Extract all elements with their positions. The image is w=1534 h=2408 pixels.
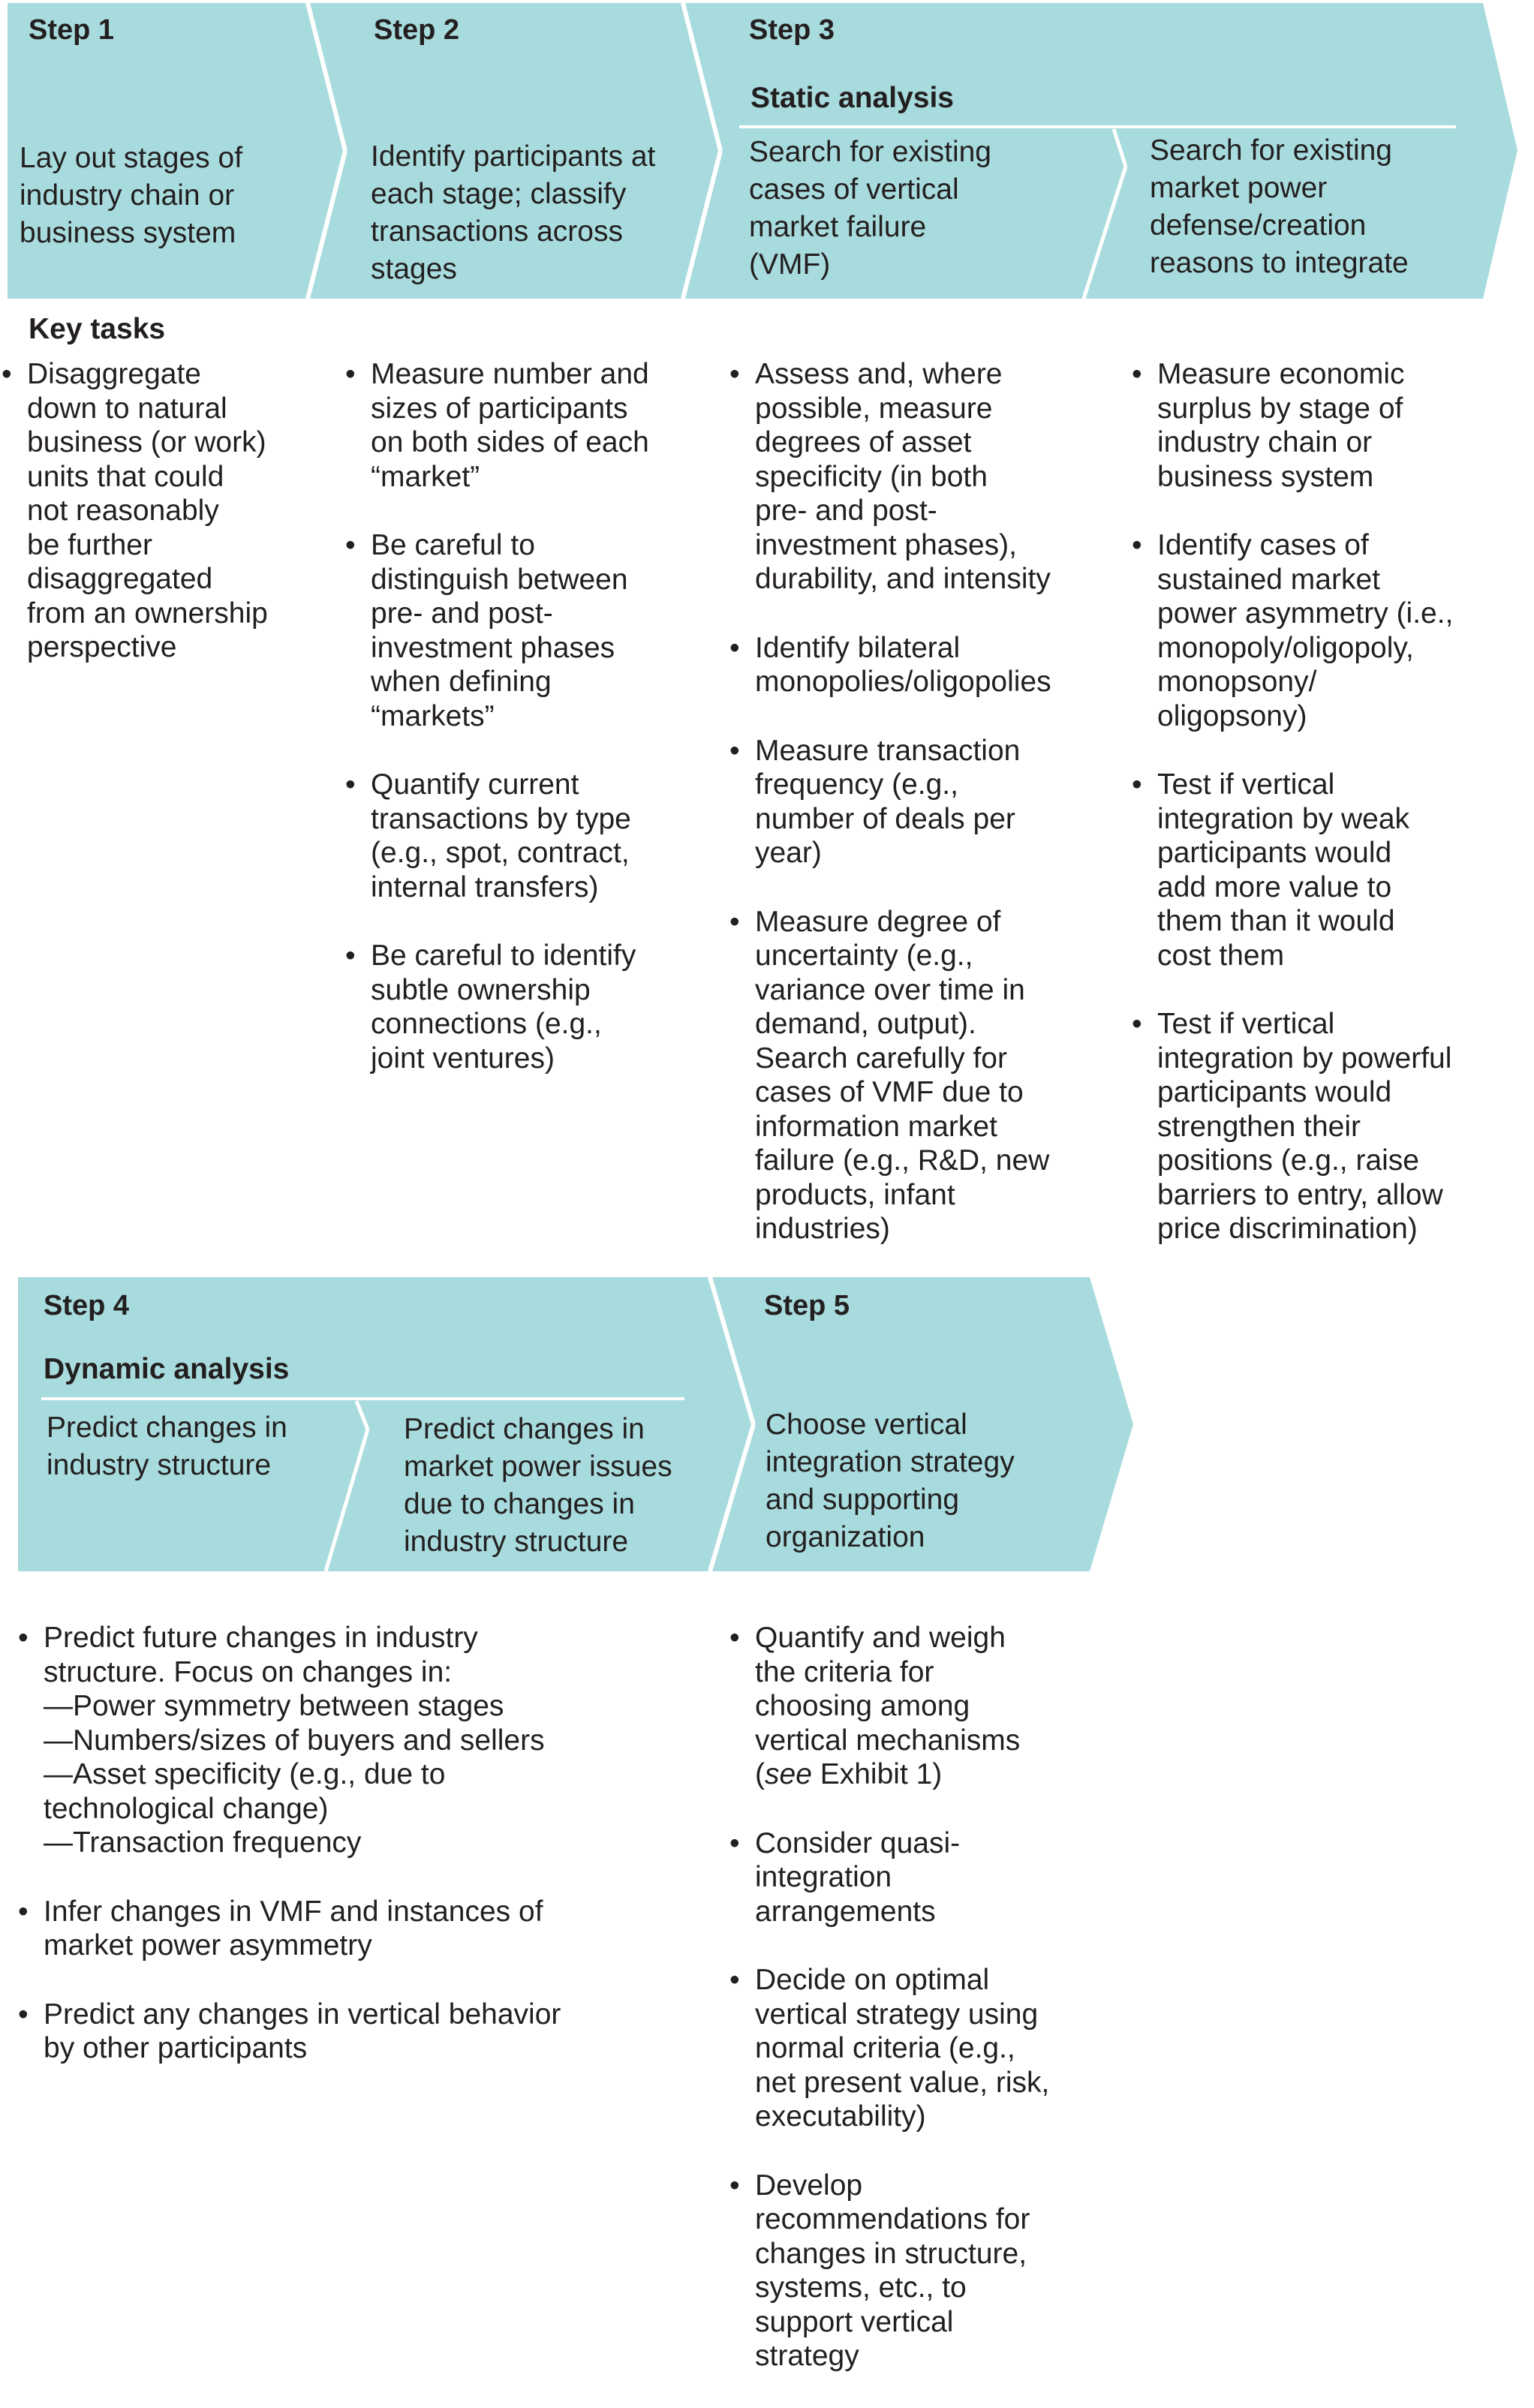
step2-task-list xyxy=(344,357,704,1110)
step4-subtitle: Dynamic analysis xyxy=(44,1353,290,1385)
step3-header-vmf: Search for existing cases of vertical market failure (VMF) xyxy=(749,136,991,281)
list-item: • Test if vertical integration by powerful participants would strengthen their positions (e.g., raise barriers to entry, allow price discrimination) xyxy=(1130,1007,1520,1246)
step1-task-list xyxy=(0,357,315,699)
list-item: • Test if vertical integration by weak participants would add more value to them than it would cost them xyxy=(1130,768,1520,973)
step2-label: Step 2 xyxy=(374,14,460,46)
list-item: • Consider quasi- integration arrangements xyxy=(728,1826,1148,1929)
step4-header-structure: Predict changes in industry structure xyxy=(47,1411,287,1481)
list-item: • Predict any changes in vertical behavior by other participants xyxy=(17,1998,692,2066)
step3-label: Step 3 xyxy=(749,14,835,46)
list-item: • Assess and, where possible, measure degrees of asset specificity (in both pre- and post- investment phases), durability, and intensity xyxy=(728,357,1118,597)
list-item: • Infer changes in VMF and instances of market power asymmetry xyxy=(17,1895,692,1963)
task-text: Exhibit 1) xyxy=(811,1758,943,1790)
step5-label: Step 5 xyxy=(764,1290,850,1321)
list-item: • Quantify current transactions by type (e.g., spot, contract, internal transfers) xyxy=(344,768,704,904)
list-item: • Measure economic surplus by stage of industry chain or business system xyxy=(1130,357,1520,494)
step5-task-list xyxy=(728,1621,1148,2408)
step1-label: Step 1 xyxy=(29,14,115,46)
step5-header: Choose vertical integration strategy and supporting organization xyxy=(765,1408,1015,1553)
list-item: • Measure transaction frequency (e.g., number of deals per year) xyxy=(728,734,1118,870)
key-tasks-title: Key tasks xyxy=(29,313,166,345)
task-text-italic: see xyxy=(765,1758,812,1790)
list-item: • Identify bilateral monopolies/oligopolies xyxy=(728,631,1118,699)
step3-market-power-task-list xyxy=(1130,357,1520,1281)
list-item: • Be careful to identify subtle ownership connections (e.g., joint ventures) xyxy=(344,939,704,1075)
list-item: • Predict future changes in industry structure. Focus on changes in: —Power symmetry between stages —Numbers/sizes of buyers and sellers —Asset specificity (e.g., due to technological change) —Transaction frequency xyxy=(17,1621,692,1860)
step2-header: Identify participants at each stage; classify transactions across stages xyxy=(371,140,656,285)
step1-header: Lay out stages of industry chain or business system xyxy=(20,142,243,249)
step3-vmf-task-list xyxy=(728,357,1118,1281)
step3-subtitle: Static analysis xyxy=(750,82,954,114)
list-item: • Disaggregate down to natural business (or work) units that could not reasonably be further disaggregated from an ownership perspective xyxy=(0,357,315,665)
list-item: • Be careful to distinguish between pre- and post- investment phases when defining “markets” xyxy=(344,528,704,733)
list-item: • Decide on optimal vertical strategy using normal criteria (e.g., net present value, risk, executability) xyxy=(728,1963,1148,2134)
list-item: • Measure degree of uncertainty (e.g., variance over time in demand, output). Search carefully for cases of VMF due to information market failure (e.g., R&D, new products, infant industries) xyxy=(728,905,1118,1246)
step4-task-list xyxy=(17,1621,692,2100)
step4-header-market-power: Predict changes in market power issues due to changes in industry structure xyxy=(404,1413,672,1558)
list-item: • Develop recommendations for changes in structure, systems, etc., to support vertical strategy xyxy=(728,2169,1148,2373)
list-item: • Identify cases of sustained market power asymmetry (i.e., monopoly/oligopoly, monopsony/ oligopsony) xyxy=(1130,528,1520,733)
task-text: Quantify and weigh the criteria for choosing among vertical mechanisms ( xyxy=(755,1622,1021,1790)
list-item xyxy=(728,1621,1148,1792)
step3-header-market-power: Search for existing market power defense/creation reasons to integrate xyxy=(1150,134,1409,279)
step4-label: Step 4 xyxy=(44,1290,130,1321)
list-item: • Measure number and sizes of participants on both sides of each “market” xyxy=(344,357,704,494)
